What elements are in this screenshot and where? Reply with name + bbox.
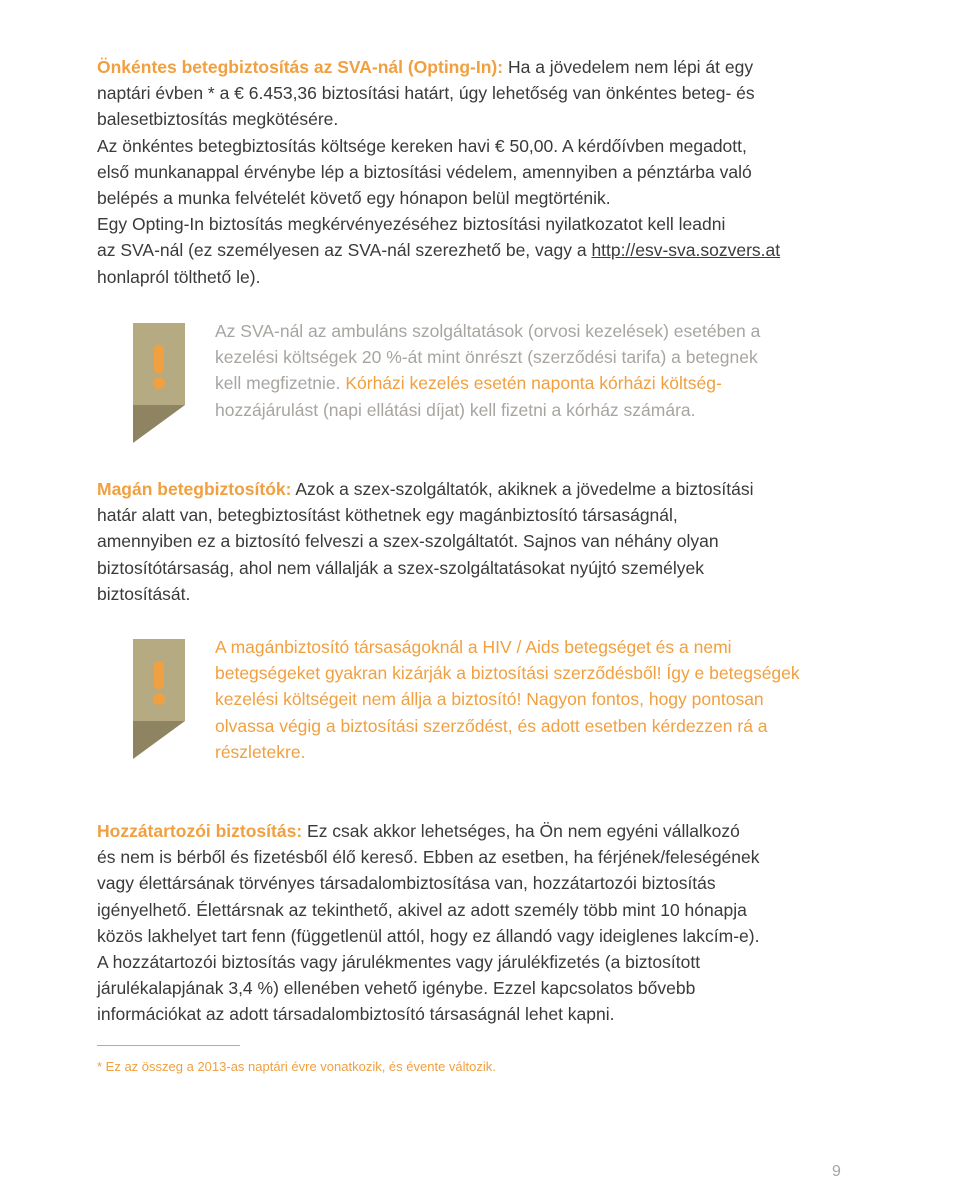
exclamation-icon [133, 639, 185, 759]
esv-sva-link[interactable]: http://esv-sva.sozvers.at [591, 240, 781, 261]
private-line-3: amennyiben ez a biztosító felveszi a szex-szolgáltatót. Sajnos van néhány olyan [97, 531, 719, 552]
sva-note-line-4: hozzájárulást (napi ellátási díjat) kell fizetni a kórház számára. [215, 399, 696, 420]
page-number: 9 [832, 1163, 841, 1180]
hiv-note-line-5: részletekre. [215, 741, 306, 762]
sva-note-line-3: kell megfizetnie. Kórházi kezelés esetén naponta kórházi költség- [215, 373, 722, 394]
exclamation-icon [133, 323, 185, 443]
hiv-note-line-4: olvassa végig a biztosítási szerződést, és adott esetben kérdezzen rá a [215, 715, 768, 736]
opting-in-line-7: Egy Opting-In biztosítás megkérvényezéséhez biztosítási nyilatkozatot kell leadni [97, 214, 726, 235]
opting-in-line-2: naptári évben * a € 6.453,36 biztosítási határt, úgy lehetőség van önkéntes beteg- és [97, 83, 755, 104]
dependents-line-4: igényelhető. Élettársnak az tekinthető, akivel az adott személy több mint 10 hónapja [97, 899, 747, 920]
dependents-line-1: Hozzátartozói biztosítás: Ez csak akkor lehetséges, ha Ön nem egyéni vállalkozó [97, 821, 740, 841]
hiv-note-line-1: A magánbiztosító társaságoknál a HIV / Aids betegséget és a nemi [215, 637, 732, 657]
opting-in-line-6: belépés a munka felvételét követő egy hónapon belül megtörténik. [97, 188, 611, 209]
dependents-line-5: közös lakhelyet tart fenn (függetlenül attól, hogy ez állandó vagy ideiglenes lakcím-e). [97, 925, 760, 946]
hiv-note-line-3: kezelési költségeit nem állja a biztosító! Nagyon fontos, hogy pontosan [215, 689, 764, 710]
sva-note-line-2: kezelési költségek 20 %-át mint önrészt (szerződési tarifa) a betegnek [215, 347, 758, 368]
dependents-line-6: A hozzátartozói biztosítás vagy járulékmentes vagy járulékfizetés (a biztosított [97, 952, 701, 973]
sva-note-line-1: Az SVA-nál az ambuláns szolgáltatások (orvosi kezelések) esetében a [215, 321, 761, 341]
opting-in-line-1: Önkéntes betegbiztosítás az SVA-nál (Opting-In): Ha a jövedelem nem lépi át egy [97, 57, 754, 77]
hiv-exclusion-note [215, 634, 855, 765]
dependents-line-2: és nem is bérből és fizetésből élő kereső. Ebben az esetben, ha férjének/feleségének [97, 847, 760, 868]
dependents-insurance-paragraph [97, 818, 842, 1028]
opting-in-line-4: Az önkéntes betegbiztosítás költsége kereken havi € 50,00. A kérdőívben megadott, [97, 135, 747, 156]
private-insurers-heading: Magán betegbiztosítók: [97, 479, 292, 499]
hiv-note-line-2: betegségeket gyakran kizárják a biztosítási szerződésből! Így e betegségek [215, 663, 800, 684]
private-insurers-paragraph [97, 476, 842, 607]
opting-in-line-9: honlapról tölthető le). [97, 266, 261, 287]
private-line-5: biztosítását. [97, 583, 191, 604]
opting-in-paragraph [97, 54, 842, 290]
opting-in-heading: Önkéntes betegbiztosítás az SVA-nál (Opting-In): [97, 57, 504, 77]
footnote-divider [97, 1045, 240, 1046]
dependents-insurance-heading: Hozzátartozói biztosítás: [97, 821, 303, 841]
dependents-line-3: vagy élettársának törvényes társadalombiztosítása van, hozzátartozói biztosítás [97, 873, 716, 894]
footnote: * Ez az összeg a 2013-as naptári évre vonatkozik, és évente változik. [97, 1059, 496, 1074]
opting-in-line-8: az SVA-nál (ez személyesen az SVA-nál szerezhető be, vagy a http://esv-sva.sozvers.at [97, 240, 781, 261]
private-line-2: határ alatt van, betegbiztosítást köthetnek egy magánbiztosító társaságnál, [97, 505, 678, 526]
dependents-line-8: információkat az adott társadalombiztosító társaságnál lehet kapni. [97, 1004, 615, 1025]
private-line-4: biztosítótársaság, ahol nem vállalják a szex-szolgáltatásokat nyújtó személyek [97, 557, 704, 578]
sva-ambulant-note [215, 318, 855, 423]
private-line-1: Magán betegbiztosítók: Azok a szex-szolgáltatók, akiknek a jövedelme a biztosítási [97, 479, 754, 499]
opting-in-line-5: első munkanappal érvénybe lép a biztosítási védelem, amennyiben a pénztárba való [97, 161, 752, 182]
opting-in-line-3: balesetbiztosítás megkötésére. [97, 109, 339, 130]
dependents-line-7: járulékalapjának 3,4 %) ellenében vehető igénybe. Ezzel kapcsolatos bővebb [97, 978, 696, 999]
